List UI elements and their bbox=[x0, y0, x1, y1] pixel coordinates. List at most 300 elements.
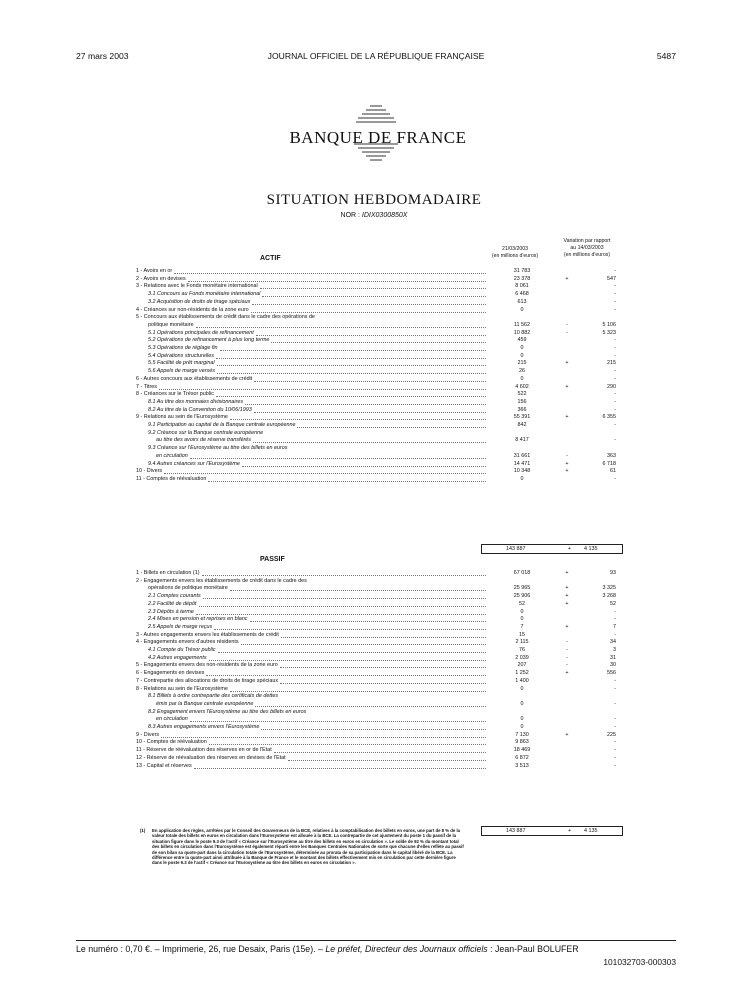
table-row bbox=[136, 314, 626, 321]
row-label: 13 - Capital et réserves bbox=[136, 762, 192, 769]
row-value: 207 bbox=[517, 662, 527, 669]
row-leader-dots bbox=[188, 276, 486, 282]
row-leader-dots bbox=[214, 624, 486, 630]
row-label: 6 - Autres concours aux établissements de crédit bbox=[136, 375, 253, 382]
row-variation: - bbox=[614, 475, 616, 482]
row-leader-dots bbox=[260, 283, 486, 289]
row-leader-dots bbox=[230, 414, 486, 420]
footnote bbox=[140, 828, 466, 866]
row-leader-dots bbox=[217, 368, 486, 374]
table-row bbox=[136, 616, 626, 623]
row-variation: 5 106 bbox=[602, 321, 616, 328]
row-value: 366 bbox=[517, 406, 527, 413]
row-variation: - bbox=[614, 700, 616, 707]
row-label: 8.1 Billets à ordre contrepartie des certificats de dettes bbox=[148, 693, 279, 700]
row-value: 0 bbox=[520, 475, 524, 482]
row-leader-dots bbox=[254, 376, 486, 382]
table-row bbox=[136, 283, 626, 290]
row-variation: - bbox=[614, 422, 616, 428]
column-var-title-2: au 14/03/2003 bbox=[570, 245, 604, 251]
row-label: au titre des avoirs de réserve transférés bbox=[156, 437, 251, 444]
row-label: 2.5 Appels de marge reçus bbox=[148, 623, 213, 630]
row-label: 5 - Engagements envers des non-résidents de la zone euro bbox=[136, 662, 278, 669]
column-header-date bbox=[480, 246, 550, 260]
table-row bbox=[136, 268, 626, 275]
row-label: 1 - Avoirs en or bbox=[136, 268, 173, 274]
row-variation: 3 268 bbox=[602, 593, 616, 600]
row-label: 2.3 Dépôts à terme bbox=[148, 608, 194, 615]
row-label: 6 - Engagements en devises bbox=[136, 670, 205, 677]
row-value: 8 417 bbox=[515, 437, 529, 444]
row-label: en circulation bbox=[156, 716, 188, 723]
row-variation: 61 bbox=[610, 468, 616, 475]
row-label: 5.6 Appels de marge versés bbox=[148, 368, 215, 375]
banque-de-france-logo bbox=[278, 103, 478, 165]
table-row bbox=[136, 407, 626, 414]
row-value: 2 115 bbox=[515, 639, 529, 646]
table-row bbox=[136, 670, 626, 677]
row-variation-sign: - bbox=[566, 452, 568, 459]
row-value: 26 bbox=[519, 368, 525, 375]
table-row bbox=[136, 307, 626, 314]
row-value: 0 bbox=[520, 306, 524, 313]
table-row bbox=[136, 593, 626, 600]
row-label: 10 - Divers bbox=[136, 468, 163, 475]
row-label: 8.2 Engagement envers l'Eurosystème au titre des billets en euros bbox=[148, 708, 307, 715]
row-label: 3 - Autres engagements envers les établissements de crédit bbox=[136, 631, 279, 638]
row-value: 25 965 bbox=[513, 585, 531, 592]
row-leader-dots bbox=[209, 739, 486, 745]
passif-total-var: 4 135 bbox=[584, 828, 598, 834]
row-leader-dots bbox=[174, 268, 486, 274]
row-variation: - bbox=[614, 677, 616, 684]
row-variation-sign: + bbox=[565, 623, 569, 630]
row-leader-dots bbox=[196, 609, 486, 615]
table-row bbox=[136, 716, 626, 723]
table-row bbox=[136, 739, 626, 746]
row-value: 0 bbox=[520, 685, 524, 692]
row-value: 215 bbox=[517, 360, 527, 367]
actif-total-var: 4 135 bbox=[584, 546, 598, 552]
table-row bbox=[136, 345, 626, 352]
footer-price-printer: Le numéro : 0,70 €. – Imprimerie, 26, rue Desaix, Paris (15e). – bbox=[76, 944, 326, 954]
table-row bbox=[136, 647, 626, 654]
row-label: 3 - Relations avec le Fonds monétaire international bbox=[136, 283, 258, 290]
table-row bbox=[136, 601, 626, 608]
row-variation-sign: + bbox=[565, 468, 569, 475]
row-leader-dots bbox=[288, 755, 486, 761]
row-label: 3.1 Concours au Fonds monétaire international bbox=[148, 291, 261, 298]
row-leader-dots bbox=[280, 662, 486, 668]
table-row bbox=[136, 376, 626, 383]
table-row bbox=[136, 662, 626, 669]
row-label: 9.2 Créance sur la Banque centrale européenne bbox=[148, 429, 264, 436]
table-row bbox=[136, 468, 626, 475]
row-value: 2 039 bbox=[515, 654, 529, 661]
table-row bbox=[136, 391, 626, 398]
table-row bbox=[136, 453, 626, 460]
footer-line bbox=[76, 944, 676, 954]
row-label: en circulation bbox=[156, 452, 188, 459]
row-variation: - bbox=[614, 406, 616, 413]
header-date: 27 mars 2003 bbox=[76, 51, 129, 61]
row-label: 9 - Divers bbox=[136, 731, 160, 738]
row-leader-dots bbox=[216, 391, 486, 397]
document-title: SITUATION HEBDOMADAIRE bbox=[266, 192, 482, 208]
row-leader-dots bbox=[262, 291, 486, 297]
row-value: 6 468 bbox=[515, 291, 529, 298]
row-label: 11 - Réserve de réévaluation des réserves en or de l'Etat bbox=[136, 747, 272, 754]
row-label: 10 - Comptes de réévaluation bbox=[136, 739, 207, 746]
row-leader-dots bbox=[206, 670, 486, 676]
table-row bbox=[136, 570, 626, 577]
row-variation-sign: + bbox=[565, 593, 569, 600]
row-value: 1 252 bbox=[515, 670, 529, 677]
row-leader-dots bbox=[216, 353, 486, 359]
table-row bbox=[136, 384, 626, 391]
footer-director-title: Le préfet, Directeur des Journaux officiels bbox=[325, 944, 488, 954]
row-label: 2 - Engagements envers les établissements de crédit dans le cadre des bbox=[136, 577, 307, 584]
table-row bbox=[136, 414, 626, 421]
row-variation: 225 bbox=[607, 731, 616, 738]
row-variation-sign: + bbox=[565, 600, 569, 607]
row-variation-sign: - bbox=[566, 647, 568, 653]
passif-heading: PASSIF bbox=[260, 556, 285, 563]
table-row bbox=[136, 299, 626, 306]
row-label: opérations de politique monétaire bbox=[148, 585, 228, 592]
row-variation: - bbox=[614, 437, 616, 444]
row-value: 156 bbox=[517, 398, 527, 405]
row-variation: 5 323 bbox=[602, 329, 616, 336]
row-leader-dots bbox=[245, 399, 486, 405]
row-variation-sign: + bbox=[565, 414, 569, 421]
table-row bbox=[136, 709, 626, 716]
table-row bbox=[136, 330, 626, 337]
row-label: 5.5 Facilité de prêt marginal bbox=[148, 360, 215, 367]
row-value: 0 bbox=[520, 616, 524, 623]
table-row bbox=[136, 437, 626, 444]
row-variation: 93 bbox=[610, 570, 616, 576]
table-row bbox=[136, 337, 626, 344]
row-leader-dots bbox=[297, 422, 486, 428]
row-variation: - bbox=[614, 747, 616, 754]
row-value: 7 bbox=[520, 623, 524, 630]
row-variation: - bbox=[614, 268, 616, 274]
row-variation-sign: - bbox=[566, 329, 568, 336]
row-label: 7 - Titres bbox=[136, 383, 157, 390]
nor-code: IDIX0300850X bbox=[361, 212, 408, 219]
row-value: 10 348 bbox=[513, 468, 531, 475]
table-row bbox=[136, 732, 626, 739]
row-variation: - bbox=[614, 375, 616, 382]
table-row bbox=[136, 639, 626, 646]
row-value: 10 882 bbox=[513, 329, 531, 336]
row-variation-sign: - bbox=[566, 654, 568, 661]
row-variation: - bbox=[614, 306, 616, 313]
row-variation: 31 bbox=[610, 654, 616, 661]
row-value: 613 bbox=[517, 298, 527, 305]
row-value: 3 513 bbox=[515, 762, 529, 769]
row-variation: 290 bbox=[607, 383, 616, 390]
row-value: 8 061 bbox=[515, 283, 529, 290]
row-label: 9 - Relations au sein de l'Eurosystème bbox=[136, 414, 228, 421]
table-row bbox=[136, 445, 626, 452]
table-row bbox=[136, 609, 626, 616]
row-variation: 7 bbox=[613, 623, 616, 630]
row-leader-dots bbox=[254, 407, 486, 413]
row-label: 2.2 Facilité de dépôt bbox=[148, 600, 197, 607]
nor-label: NOR : bbox=[340, 212, 360, 219]
table-row bbox=[136, 693, 626, 700]
row-variation-sign: + bbox=[565, 670, 569, 677]
row-variation: 215 bbox=[607, 360, 616, 367]
footnote-marker: (1) bbox=[140, 828, 146, 833]
logo-text: BANQUE DE FRANCE bbox=[289, 128, 467, 147]
table-row bbox=[136, 322, 626, 329]
row-leader-dots bbox=[218, 647, 486, 653]
row-value: 31 661 bbox=[513, 452, 531, 459]
row-variation: - bbox=[614, 291, 616, 298]
row-leader-dots bbox=[208, 476, 486, 482]
table-row bbox=[136, 678, 626, 685]
row-variation: - bbox=[614, 739, 616, 746]
row-label: émis par la Banque centrale européenne bbox=[156, 700, 254, 707]
row-leader-dots bbox=[252, 299, 486, 305]
row-value: 52 bbox=[519, 600, 525, 607]
table-row bbox=[136, 686, 626, 693]
actif-total-value: 143 887 bbox=[506, 546, 526, 552]
row-leader-dots bbox=[253, 437, 486, 443]
row-label: 8 - Relations au sein de l'Eurosystème bbox=[136, 685, 228, 692]
row-variation: 34 bbox=[610, 639, 616, 646]
row-label: 9.3 Créance sur l'Eurosystème au titre des billets en euros bbox=[148, 445, 288, 452]
row-variation: - bbox=[614, 631, 616, 638]
actif-heading: ACTIF bbox=[260, 255, 281, 262]
row-leader-dots bbox=[199, 601, 486, 607]
row-variation: - bbox=[614, 724, 616, 730]
row-variation-sign: + bbox=[565, 731, 569, 738]
row-variation: - bbox=[614, 337, 616, 344]
table-row bbox=[136, 430, 626, 437]
row-leader-dots bbox=[255, 701, 486, 707]
row-variation-sign: + bbox=[565, 585, 569, 592]
row-label: 5.2 Opérations de refinancement à plus long terme bbox=[148, 337, 270, 344]
row-variation: - bbox=[614, 685, 616, 692]
table-row bbox=[136, 476, 626, 483]
row-leader-dots bbox=[250, 616, 486, 622]
row-variation: - bbox=[614, 283, 616, 290]
row-value: 15 bbox=[519, 631, 525, 638]
row-label: 2.1 Comptes courants bbox=[148, 593, 201, 600]
row-value: 67 018 bbox=[513, 570, 531, 576]
row-label: 9.1 Participation au capital de la Banque centrale européenne bbox=[148, 422, 296, 428]
column-date-unit: (en millions d'euros) bbox=[491, 253, 539, 259]
row-variation: 363 bbox=[607, 452, 616, 459]
row-leader-dots bbox=[161, 732, 486, 738]
column-header-variation bbox=[552, 238, 622, 259]
column-date: 21/03/2003 bbox=[502, 246, 528, 252]
row-label: 4 - Engagements envers d'autres résidents bbox=[136, 639, 239, 646]
row-variation: 547 bbox=[607, 275, 616, 282]
header-page-number: 5487 bbox=[656, 51, 676, 61]
table-row bbox=[136, 701, 626, 708]
row-label: 5.3 Opérations de réglage fin bbox=[148, 345, 218, 351]
column-var-unit: (en millions d'euros) bbox=[563, 252, 611, 258]
row-value: 18 469 bbox=[513, 747, 531, 754]
row-label: 3.2 Acquisition de droits de tirage spéciaux bbox=[148, 298, 251, 305]
row-label: 4.1 Compte du Trésor public bbox=[148, 647, 216, 653]
row-leader-dots bbox=[220, 345, 486, 351]
row-label: 8 - Créances sur le Trésor public bbox=[136, 391, 214, 398]
row-label: 8.2 Au titre de la Convention du 10/06/1993 bbox=[148, 406, 252, 413]
row-label: 2.4 Mises en pension et reprises en blanc bbox=[148, 616, 248, 623]
row-leader-dots bbox=[203, 593, 486, 599]
row-variation: - bbox=[614, 368, 616, 375]
row-variation: - bbox=[614, 608, 616, 615]
row-label: 5 - Concours aux établissements de crédit dans le cadre des opérations de bbox=[136, 314, 315, 321]
row-variation: - bbox=[614, 716, 616, 723]
row-leader-dots bbox=[280, 678, 486, 684]
nor-reference bbox=[0, 212, 748, 219]
row-value: 31 783 bbox=[513, 268, 531, 274]
page-footer bbox=[76, 940, 676, 967]
row-variation-sign: + bbox=[565, 360, 569, 367]
row-leader-dots bbox=[271, 337, 486, 343]
row-value: 9 863 bbox=[515, 739, 529, 746]
row-value: 11 562 bbox=[513, 321, 531, 328]
row-value: 7 130 bbox=[515, 731, 529, 738]
footer-director-name: : Jean-Paul BOLUFER bbox=[487, 944, 579, 954]
row-label: 5.1 Opérations principales de refinancement bbox=[148, 329, 254, 336]
row-leader-dots bbox=[261, 724, 486, 730]
row-value: 0 bbox=[520, 352, 524, 359]
row-value: 23 378 bbox=[513, 275, 531, 282]
row-label: 12 - Réserve de réévaluation des réserves en devises de l'Etat bbox=[136, 754, 286, 761]
column-var-title-1: Variation par rapport bbox=[563, 238, 611, 244]
row-label: 1 - Billets en circulation (1) bbox=[136, 570, 200, 576]
row-variation: - bbox=[614, 398, 616, 405]
row-variation: - bbox=[614, 352, 616, 359]
row-value: 55 391 bbox=[513, 414, 531, 421]
row-variation: 6 355 bbox=[602, 414, 616, 421]
row-label: 5.4 Opérations structurelles bbox=[148, 352, 214, 359]
table-row bbox=[136, 360, 626, 367]
row-value: 522 bbox=[517, 391, 527, 398]
row-value: 0 bbox=[520, 716, 524, 723]
row-leader-dots bbox=[217, 360, 486, 366]
header-journal-title: JOURNAL OFFICIEL DE LA RÉPUBLIQUE FRANÇAISE bbox=[267, 51, 485, 61]
table-row bbox=[136, 368, 626, 375]
row-value: 14 471 bbox=[513, 460, 531, 467]
footer-code: 101032703-000303 bbox=[603, 957, 676, 967]
row-variation-sign: - bbox=[566, 662, 568, 669]
table-row bbox=[136, 276, 626, 283]
row-variation-sign: - bbox=[566, 321, 568, 328]
table-row bbox=[136, 624, 626, 631]
row-label: 2 - Avoirs en devises bbox=[136, 275, 186, 282]
row-leader-dots bbox=[274, 747, 486, 753]
row-label: 11 - Comptes de réévaluation bbox=[136, 475, 207, 482]
row-label: 8.3 Autres engagements envers l'Eurosystème bbox=[148, 724, 260, 730]
row-leader-dots bbox=[190, 716, 486, 722]
row-label: politique monétaire bbox=[148, 321, 194, 328]
row-variation: 30 bbox=[610, 662, 616, 669]
table-row bbox=[136, 724, 626, 731]
passif-total-sign: + bbox=[568, 828, 572, 834]
row-leader-dots bbox=[209, 655, 486, 661]
table-row bbox=[136, 353, 626, 360]
table-row bbox=[136, 461, 626, 468]
row-value: 0 bbox=[520, 375, 524, 382]
actif-total-box bbox=[481, 544, 623, 554]
row-value: 0 bbox=[520, 345, 524, 351]
row-value: 842 bbox=[517, 422, 527, 428]
row-leader-dots bbox=[194, 763, 486, 769]
row-leader-dots bbox=[190, 453, 486, 459]
row-leader-dots bbox=[251, 307, 486, 313]
row-leader-dots bbox=[159, 384, 486, 390]
table-row bbox=[136, 422, 626, 429]
table-row bbox=[136, 578, 626, 585]
row-value: 76 bbox=[519, 647, 525, 653]
row-leader-dots bbox=[256, 330, 486, 336]
row-variation-sign: + bbox=[565, 275, 569, 282]
row-variation-sign: + bbox=[565, 570, 569, 576]
table-row bbox=[136, 632, 626, 639]
row-leader-dots bbox=[196, 322, 486, 328]
row-variation: - bbox=[614, 298, 616, 305]
row-label: 8.1 Au titre des monnaies divisionnaires bbox=[148, 398, 244, 405]
row-label: 7 - Contrepartie des allocations de droits de tirage spéciaux bbox=[136, 677, 279, 684]
row-variation: 6 718 bbox=[602, 460, 616, 467]
row-variation-sign: - bbox=[566, 639, 568, 646]
row-leader-dots bbox=[202, 570, 486, 576]
row-variation: - bbox=[614, 754, 616, 761]
row-value: 459 bbox=[517, 337, 527, 344]
row-label: 9.4 Autres créances sur l'Eurosystème bbox=[148, 460, 240, 467]
table-row bbox=[136, 399, 626, 406]
row-variation: 556 bbox=[607, 670, 616, 677]
row-variation: 3 bbox=[613, 647, 616, 653]
row-value: 0 bbox=[520, 724, 524, 730]
row-variation: 52 bbox=[610, 600, 616, 607]
row-leader-dots bbox=[241, 639, 486, 645]
row-value: 0 bbox=[520, 700, 524, 707]
footnote-text: En application des règles, arrêtées par le Conseil des Gouverneurs de la BCE, relatives à la comptabilisation des billets en euros, une part de 8 % de la valeur totale des billets en euros en circulation dans l'Eurosystème est allouée à la BCE. La contrepartie de cet ajustement du poste 1 du passif de la situation figure dans le poste 9.3 de l'actif « Créance sur l'Eurosystème au titre des billets en euros en circulation ». Le solde de 92 % du montant total des billets en circulation dans l'Eurosystème est également réparti entre les Banques Centrales Nationales de sorte que chacune d'elles reflète au passif de son bilan sa quote-part dans la circulation totale de l'Eurosystème, déterminée au prorata de sa participation dans le capital libéré de la BCE. La différence entre la quote-part ainsi attribuée à la Banque de France et le montant des billets effectivement mis en circulation par cette dernière figure dans le poste 9.3 de l'actif « Créance sur l'Eurosystème au titre des billets en euros en circulation ». bbox=[152, 828, 464, 866]
row-variation-sign: + bbox=[565, 383, 569, 390]
row-variation: - bbox=[614, 391, 616, 398]
table-row bbox=[136, 291, 626, 298]
table-row bbox=[136, 763, 626, 770]
row-leader-dots bbox=[164, 468, 486, 474]
row-variation: 3 325 bbox=[602, 585, 616, 592]
row-variation-sign: + bbox=[565, 460, 569, 467]
row-value: 0 bbox=[520, 608, 524, 615]
row-value: 4 602 bbox=[515, 383, 529, 390]
row-label: 4 - Créances sur non-résidents de la zone euro bbox=[136, 306, 249, 313]
row-leader-dots bbox=[281, 632, 486, 638]
row-leader-dots bbox=[230, 585, 486, 591]
table-row bbox=[136, 585, 626, 592]
row-value: 1 400 bbox=[515, 677, 529, 684]
row-value: 6 872 bbox=[515, 754, 529, 761]
row-variation: - bbox=[614, 762, 616, 769]
passif-total-box bbox=[481, 826, 623, 836]
table-row bbox=[136, 747, 626, 754]
row-label: 4.2 Autres engagements bbox=[148, 654, 207, 661]
row-variation: - bbox=[614, 616, 616, 623]
row-leader-dots bbox=[230, 686, 486, 692]
